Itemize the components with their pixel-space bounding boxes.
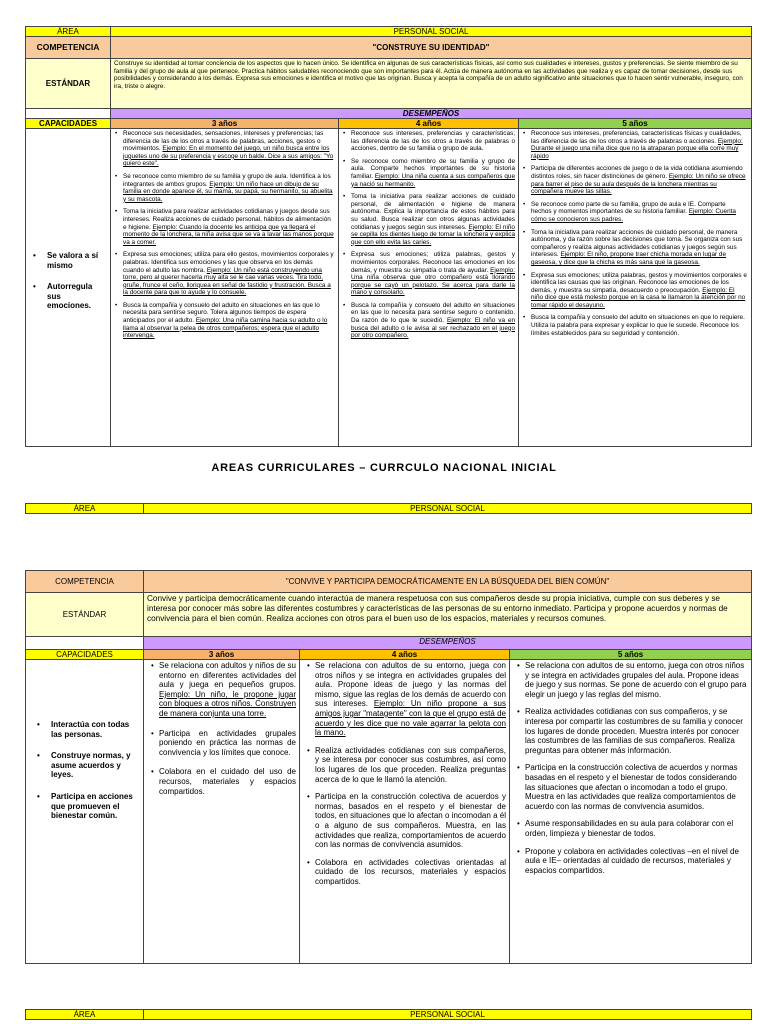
- estandar-value: Convive y participa democráticamente cuando interactúa de manera respetuosa con sus compañeros desde su propia iniciativa, cumple con sus deberes y se interesa por conocer más sobre las diferentes costumbres y características de las personas de su entorno inmediato. Participa y propone acuerdos y normas de convivencia para el bien común. Realiza acciones con otros para el buen uso de los espacios, materiales y recursos comunes.: [144, 593, 752, 637]
- capacidad-item: • Autorregula sus emociones.: [47, 282, 107, 311]
- desempeno-item: • Participa en la construcción colectiva de acuerdos y normas, basados en el respeto y el bienestar de todos, en situaciones que lo afectan o incomodan a él o a alguno de sus compañeros. Muestra, en las actividades que realiza, comportamientos de acuerdo con las normas de convivencia asumidos.: [315, 792, 506, 850]
- ejemplo-text: Ejemplo: El niño se cepilla los dientes luego de tomar la lonchera y explica que con ello evita las caries.: [351, 223, 515, 246]
- ejemplo-text: Ejemplo: Un niño propone a sus amigos jugar "matagente" con la que el grupo está de acuerdo y les dice que no vale agarrar la pelota con la mano.: [315, 699, 506, 738]
- desempeno-item: • Se reconoce como miembro de su familia y grupo de aula. Identifica a los integrantes de ambos grupos. Ejemplo: Un niño hace un dibujo de su familia en donde aparece él, su mamá, su papá, su hermanito, su abuelita y su mascota.: [123, 173, 335, 203]
- table-construye-identidad: [25, 26, 751, 447]
- area-label: ÁREA: [26, 504, 144, 514]
- desempeno-item: • Participa de diferentes acciones de juego o de la vida cotidiana asumiendo distintos roles, sin hacer distinciones de género. Ejemplo: Un niño se ofrece para barrer el piso de su aula después de la lonchera mientras su compañera mueve las sillas.: [531, 165, 748, 195]
- desempeno-item: • Propone y colabora en actividades colectivas –en el nivel de aula e IE– orientadas al cuidado de recursos, materiales y espacios compartidos.: [525, 847, 748, 876]
- ejemplo-text: Ejemplo: El niño, propone traer chicha morada en lugar de gaseosa, y dice que la chicha es más sana que la gaseosa.: [531, 251, 727, 266]
- capacidad-item: • Se valora a sí mismo: [47, 251, 107, 270]
- desempenos-label: DESEMPEÑOS: [144, 637, 752, 650]
- desempeno-item: • Se reconoce como miembro de su familia y grupo de aula. Comparte hechos importantes de su historia familiar. Ejemplo: Una niña cuenta a sus compañeros que ya nació su hermanito.: [351, 158, 515, 188]
- capacidades-cell: [26, 129, 111, 447]
- area-label: ÁREA: [26, 27, 111, 37]
- desempeno-item: • Expresa sus emociones; utiliza palabras, gestos y movimientos corporales. Reconoce las emociones en los demás, y muestra su simpatía o trata de ayudar. Ejemplo: Una niña observa que otro compañero está llorando porque se cayó un pelotazo. Se acerca para darle la mano y consolarlo.: [351, 251, 515, 297]
- ejemplo-text: Ejemplo: Cuando la docente les anticipa que ya llegará el momento de la lonchera, la niña avisa que se va a lavar las manos porque va a comer.: [123, 223, 334, 246]
- desempenos-4: [339, 129, 519, 447]
- page-title: AREAS CURRICULARES – CURRCULO NACIONAL INICIAL: [211, 462, 557, 474]
- area-label: ÁREA: [26, 1010, 144, 1020]
- desempeno-item: • Asume responsabilidades en su aula para colaborar con el orden, limpieza y bienestar de todos.: [525, 819, 748, 838]
- desempenos-5: [519, 129, 752, 447]
- desempeno-item: • Toma la iniciativa para realizar actividades cotidianas y juegos desde sus intereses. Realiza acciones de cuidado personal, hábitos de alimentación e higiene. Ejemplo: Cuando la docente les anticipa que ya llegará el momento de la lonchera, la niña avisa que se va a lavar las manos porque va a comer.: [123, 208, 335, 246]
- estandar-value: Construye su identidad al tomar conciencia de los aspectos que lo hacen único. Se identifica en algunas de sus características físicas, así como sus cualidades e intereses, gustos y preferencias. Se siente miembro de su familia y del grupo de aula al que pertenece. Practica hábitos saludables reconociendo que son importantes para él. Actúa de manera autónoma en las actividades que realiza y es capaz de tomar decisiones, desde sus posibilidades y considerando a los demás. Expresa sus emociones e identifica el motivo que las originan. Busca y acepta la compañía de un adulto significativo ante situaciones que lo hacen sentir vulnerable, inseguro, con ira, triste o alegre.: [111, 59, 752, 109]
- table-convive-participa: [25, 570, 751, 964]
- age-5-header: 5 años: [510, 650, 752, 660]
- age-5-header: 5 años: [519, 119, 752, 129]
- blank-cell: [26, 637, 144, 650]
- desempeno-item: • Participa en la construcción colectiva de acuerdos y normas basadas en el respeto y el bienestar de todos considerando las situaciones que afectan o incomodan a todo el grupo. Muestra en las actividades que realiza comportamientos de acuerdo con las normas de convivencia asumidos.: [525, 763, 748, 811]
- desempeno-item: • Toma la iniciativa para realizar acciones de cuidado personal, de alimentación e higiene de manera autónoma. Explica la importancia de estos hábitos para su salud. Busca realizar con otros algunas actividades cotidianas y juegos según sus intereses. Ejemplo: El niño se cepilla los dientes luego de tomar la lonchera y explica que con ello evita las caries.: [351, 193, 515, 246]
- desempeno-item: • Reconoce sus necesidades, sensaciones, intereses y preferencias; las diferencia de las de los otros a través de palabras, acciones, gestos o movimientos. Ejemplo: En el momento del juego, un niño busca entre los juguetes uno de su preferencia y escoge un balde. Dice a sus amigos: "Yo quiero este".: [123, 130, 335, 168]
- desempeno-item: • Busca la compañía y consuelo del adulto en situaciones en las que lo necesita para sentirse seguro o contenido. Da razón de lo que le sucedió. Ejemplo: El niño va en busca del adulto o le avisa al ser rechazado en el juego por otro compañero.: [351, 302, 515, 340]
- competencia-value: "CONSTRUYE SU IDENTIDAD": [111, 37, 752, 59]
- ejemplo-text: Ejemplo: Durante el juego una niña dice que no la atraparan porque ella corre muy rápido: [531, 137, 743, 160]
- table-area-2: [25, 503, 751, 514]
- table-area-3: [25, 1009, 751, 1020]
- desempeno-item: • Expresa sus emociones; utiliza palabras, gestos y movimientos corporales e identifica las causas que las originan. Reconoce las emociones de los demás, y muestra su simpatía, desacuerdo o preocupación. Ejemplo: El niño dice que está molesto porque en la casa le llamaron la atención por no tomar rápido el desayuno.: [531, 272, 748, 310]
- capacidad-item: • Participa en acciones que promueven el bienestar común.: [51, 792, 140, 821]
- desempeno-item: • Participa en actividades grupales poniendo en práctica las normas de convivencia y los límites que conoce.: [159, 729, 296, 758]
- desempeno-item: • Se reconoce como parte de su familia, grupo de aula e IE. Comparte hechos y momentos importantes de su historia familiar. Ejemplo: Cuenta cómo se conocieron sus padres.: [531, 201, 748, 224]
- capacidad-item: • Interactúa con todas las personas.: [51, 720, 140, 739]
- desempenos-3: [144, 660, 300, 964]
- ejemplo-text: Ejemplo: En el momento del juego, un niño busca entre los juguetes uno de su preferencia y escoge un balde. Dice a sus amigos: "Yo quiero este".: [123, 145, 334, 168]
- ejemplo-text: Ejemplo: El niño dice que está molesto porque en la casa le llamaron la atención por no tomar rápido el desayuno.: [531, 286, 746, 309]
- ejemplo-text: Ejemplo: El niño va en busca del adulto o le avisa al ser rechazado en el juego por otro compañero.: [351, 317, 515, 340]
- desempeno-item: • Expresa sus emociones; utiliza para ello gestos, movimientos corporales y palabras. Identifica sus emociones y las que observa en los demás cuando el adulto las nombra. Ejemplo: Un niño está construyendo una torre, pero al querer hacerla muy alta se le cae varias veces. Tira todo, gruñe, frunce el ceño, lloriquea en señal de fastidio y frustración. Busca a la docente para que lo ayude y lo consuele.: [123, 251, 335, 297]
- desempeno-item: • Toma la iniciativa para realizar acciones de cuidado personal, de manera autónoma, y da razón sobre las decisiones que toma. Se organiza con sus compañeros y realiza algunas actividades cotidianas y juegos según sus intereses. Ejemplo: El niño, propone traer chicha morada en lugar de gaseosa, y dice que la chicha es más sana que la gaseosa.: [531, 229, 748, 267]
- ejemplo-text: Ejemplo: Una niña camina hacia su adulto o lo llama al observar la pelea de otros compañeros; espera que el adulto intervenga.: [123, 317, 328, 340]
- desempenos-3: [111, 129, 339, 447]
- desempeno-item: • Busca la compañía y consuelo del adulto en situaciones en que lo requiere. Utiliza la palabra para expresar y explicar lo que le sucede. Reconoce los límites establecidos para su seguridad y contención.: [531, 314, 748, 337]
- desempenos-label: DESEMPEÑOS: [111, 109, 752, 119]
- ejemplo-text: Ejemplo: Un niño está construyendo una torre, pero al querer hacerla muy alta se le cae varias veces. Tira todo, gruñe, frunce el ceño, lloriquea en señal de fastidio y frustración. Busca a la docente para que lo ayude y lo consuele.: [123, 266, 331, 297]
- estandar-label: ESTÁNDAR: [26, 59, 111, 109]
- estandar-label: ESTÁNDAR: [26, 593, 144, 637]
- competencia-label: COMPETENCIA: [26, 37, 111, 59]
- capacidad-item: • Construye normas, y asume acuerdos y leyes.: [51, 751, 140, 780]
- blank-cell: [26, 109, 111, 119]
- ejemplo-text: Ejemplo: Una niña cuenta a sus compañeros que ya nació su hermanito.: [351, 172, 515, 188]
- ejemplo-text: Ejemplo: Un niño hace un dibujo de su familia en donde aparece él, su mamá, su papá, su hermanito, su abuelita y su mascota.: [123, 180, 333, 203]
- desempeno-item: • Reconoce sus intereses, preferencias, características físicas y cualidades, las diferencia de las de los otros a través de palabras o acciones. Ejemplo: Durante el juego una niña dice que no la atraparan porque ella corre muy rápido: [531, 130, 748, 160]
- area-value: PERSONAL SOCIAL: [111, 27, 752, 37]
- desempeno-item: • Colabora en actividades colectivas orientadas al cuidado de los recursos, materiales y espacios compartidos.: [315, 858, 506, 887]
- area-value: PERSONAL SOCIAL: [144, 1010, 752, 1020]
- age-4-header: 4 años: [300, 650, 510, 660]
- capacidades-label: CAPACIDADES: [26, 650, 144, 660]
- ejemplo-text: Ejemplo: Una niña observa que otro compañero está llorando porque se cayó un pelotazo. Se acerca para darle la mano y consolarlo.: [351, 266, 515, 297]
- ejemplo-text: Ejemplo: Cuenta cómo se conocieron sus padres.: [531, 208, 736, 223]
- desempeno-item: • Colabora en el cuidado del uso de recursos, materiales y espacios compartidos.: [159, 767, 296, 796]
- ejemplo-text: Ejemplo: Un niño se ofrece para barrer el piso de su aula después de la lonchera mientras su compañera mueve las sillas.: [531, 172, 746, 196]
- age-3-header: 3 años: [144, 650, 300, 660]
- desempeno-item: • Se relaciona con adultos y niños de su entorno en diferentes actividades del aula y juega en pequeños grupos. Ejemplo: Un niño, le propone jugar con bloques a otros niños. Construyen de manera conjunta una torre.: [159, 661, 296, 719]
- desempeno-item: • Realiza actividades cotidianas con sus compañeros, y se interesa por conocer sus costumbres, así como los lugares de los que proceden. Realiza preguntas acerca de lo que le llamó la atención.: [315, 746, 506, 784]
- desempenos-4: [300, 660, 510, 964]
- desempeno-item: • Realiza actividades cotidianas con sus compañeros, y se interesa por compartir las costumbres de su familia y conocer los lugares de donde proceden. Muestra interés por conocer las costumbres de las familias de sus compañeros. Realiza preguntas para obtener más información.: [525, 707, 748, 755]
- competencia-label: COMPETENCIA: [26, 571, 144, 593]
- area-value: PERSONAL SOCIAL: [144, 504, 752, 514]
- desempeno-item: • Se relaciona con adultos de su entorno, juega con otros niños y se integra en actividades grupales del aula. Propone ideas de juego y las normas del mismo, sigue las reglas de los demás de acuerdo con sus intereses. Ejemplo: Un niño propone a sus amigos jugar "matagente" con la que el grupo está de acuerdo y les dice que no vale agarrar la pelota con la mano.: [315, 661, 506, 738]
- capacidades-cell: [26, 660, 144, 964]
- desempenos-5: [510, 660, 752, 964]
- desempeno-item: • Busca la compañía y consuelo del adulto en situaciones en las que lo necesita para sentirse seguro. Tolera algunos tiempos de espera anticipados por el adulto. Ejemplo: Una niña camina hacia su adulto o lo llama al observar la pelea de otros compañeros; espera que el adulto intervenga.: [123, 302, 335, 340]
- age-3-header: 3 años: [111, 119, 339, 129]
- desempeno-item: • Se relaciona con adultos de su entorno, juega con otros niños y se integra en actividades grupales del aula. Propone ideas de juego y sus normas. Se pone de acuerdo con el grupo para elegir un juego y las reglas del mismo.: [525, 661, 748, 699]
- capacidades-label: CAPACIDADES: [26, 119, 111, 129]
- competencia-value: "CONVIVE Y PARTICIPA DEMOCRÁTICAMENTE EN LA BÚSQUEDA DEL BIEN COMÚN": [144, 571, 752, 593]
- desempeno-item: • Reconoce sus intereses, preferencias y características; las diferencia de las de los otros a través de palabras o acciones, dentro de su familia o grupo de aula.: [351, 130, 515, 153]
- age-4-header: 4 años: [339, 119, 519, 129]
- ejemplo-text: Ejemplo: Un niño, le propone jugar con bloques a otros niños. Construyen de manera conjunta una torre.: [159, 689, 296, 718]
